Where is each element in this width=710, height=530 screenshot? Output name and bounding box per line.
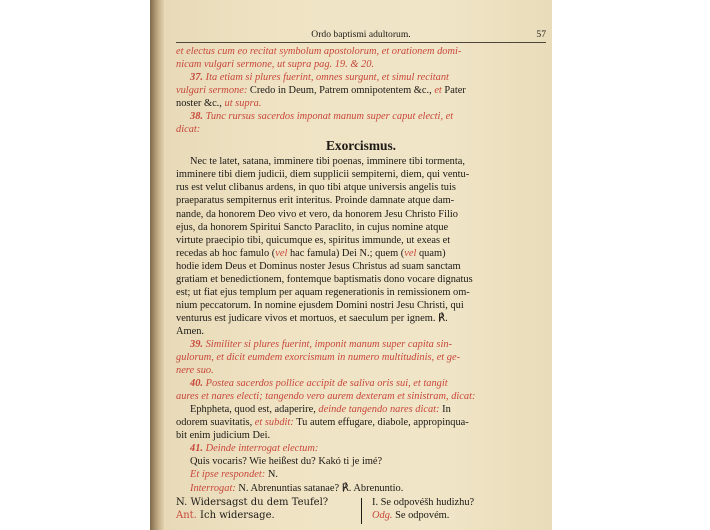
section-40 [176,377,546,390]
header-title: Ordo baptismi adultorum. [311,29,411,40]
text-line [176,97,546,110]
exorcism-line: venturus est judicare vivos et mortuos, et saeculum per ignem. ℟. [176,312,448,324]
exorcism-line: nium peccatorum. In nomine ejusdem Domini nostri Jesu Christi, qui [176,299,464,311]
german-column [176,496,351,522]
column-divider [361,498,362,524]
prayer-text: Ephpheta, quod est, adaperire, [190,404,316,416]
prayer-text: Tu autem effugare, diabole, appropinqua- [296,417,469,429]
german-question: N. Widersagst du dem Teufel? [176,496,329,508]
answer-label: Ant. [176,509,197,521]
exorcism-line: praeparatus sempiternus erit interitus. Proinde damnate atque dam- [176,195,455,207]
question-line: Quis vocaris? Wie heißest du? Kakó ti je imé? [190,456,383,468]
exorcism-line [176,247,546,260]
exorcism-line: Amen. [176,325,204,337]
bilingual-columns [176,496,546,526]
rubric-text: nicam vulgari sermone, ut supra pag. 19. & 20. [176,59,374,71]
section-41 [176,442,546,455]
answer-text: Se odpovém. [395,509,450,521]
text-line [176,351,546,364]
text-line [176,390,546,403]
rubric-text: Et ipse respondet: [190,469,266,481]
rubric-text: deinde tangendo nares dicat: [318,404,440,416]
exorcism-line: hodie idem Deus et Dominus noster Jesus Christus ad suam sanctam [176,260,461,272]
section-number: 39. [190,338,203,350]
rubric-text: vel [275,247,288,259]
answer-label: Odg. [372,509,393,521]
page-body [176,45,546,526]
background-right [552,0,710,530]
section-number: 38. [190,111,203,123]
book-gutter [150,0,164,530]
prayer-text: odorem suavitatis, [176,417,253,429]
exorcism-line: rus est velut clibanus ardens, in quo tibi atque universis angelis tuis [176,182,456,194]
section-number: 40. [190,378,203,390]
prayer-text: hac famula) Dei N.; quem ( [289,247,405,259]
exorcism-line: ejus, da honorem Spiritui Sancto Paraclito, in cujus nomine atque [176,221,449,233]
rubric-text: dicat: [176,124,201,136]
prayer-text: N. Abrenuntias satanae? ℟. Abrenuntio. [238,482,404,494]
rubric-text: et subdit: [254,417,294,429]
rubric-text: vulgari sermone: [176,85,248,97]
text-line [176,416,546,429]
text-line [176,58,546,71]
prayer-text: recedas ab hoc famulo ( [176,247,276,259]
slovene-answer [372,509,547,522]
book-page [164,0,552,530]
prayer-text: quam) [418,247,446,259]
rubric-text: Postea sacerdos pollice accipit de saliva oris sui, et tangit [205,378,448,390]
rubric-text: vel [404,247,417,259]
text-line [176,482,546,495]
rubric-text: Ita etiam si plures fuerint, omnes surgunt, et simul recitant [205,72,449,84]
prayer-text: In [442,404,451,416]
background-left [0,0,150,530]
exorcism-line: gratiam et benedictionem, fontemque baptismatis dono vocare dignatus [176,273,473,285]
exorcism-line: nande, da honorem Deo vivo et vero, da honorem Jesu Christo Filio [176,208,458,220]
text-line: bit enim judicium Dei. [176,430,271,442]
section-38 [176,110,546,123]
text-line [176,403,546,416]
rubric-text: ut supra. [224,98,262,110]
german-answer [176,509,351,522]
rubric-text: et [434,85,442,97]
text-line [176,468,546,481]
rubric-text: Similiter si plures fuerint, imponit manum super capita sin- [205,338,452,350]
header-rule [176,42,546,43]
section-number: 37. [190,72,203,84]
prayer-text: noster &c., [176,98,222,110]
section-number: 41. [190,443,203,455]
prayer-text: N. [267,469,278,481]
rubric-text: Interrogat: [190,482,236,494]
exorcism-line: est; ut fiat ejus templum per aquam regenerationis in remissionem om- [176,286,470,298]
text-line [176,123,546,136]
exorcism-line: imminere tibi diem judicii, diem supplicii sempiterni, diem, qui ventu- [176,169,470,181]
section-39 [176,338,546,351]
rubric-text: et electus cum eo recitat symbolum apostolorum, et orationem domi- [176,46,462,57]
prayer-text: Pater [444,85,466,97]
rubric-text: aures et nares electi; tangendo vero aurem dexteram et sinistram, dicat: [176,391,476,403]
rubric-text: nere suo. [176,365,214,377]
text-line [176,45,546,58]
exorcism-line: virtute praecipio tibi, quicumque es, spiritus immunde, ut exeas et [176,234,451,246]
rubric-text: Tunc rursus sacerdos imponat manum super caput electi, et [205,111,454,123]
running-header [176,28,546,42]
slovene-question: I. Se odpovéšh hudizhu? [372,496,475,508]
text-line [176,84,546,97]
rubric-text: Deinde interrogat electum: [205,443,319,455]
slovene-column [372,496,547,522]
exorcism-heading: Exorcismus. [325,138,397,154]
text-line [176,364,546,377]
prayer-text: Credo in Deum, Patrem omnipotentem &c., [249,85,432,97]
page-number: 57 [536,29,546,40]
section-37 [176,71,546,84]
answer-text: Ich widersage. [200,509,275,521]
exorcism-line: Nec te latet, satana, imminere tibi poenas, imminere tibi tormenta, [190,156,465,168]
rubric-text: gulorum, et dicit eumdem exorcismum in numero multitudinis, et ge- [176,352,461,364]
